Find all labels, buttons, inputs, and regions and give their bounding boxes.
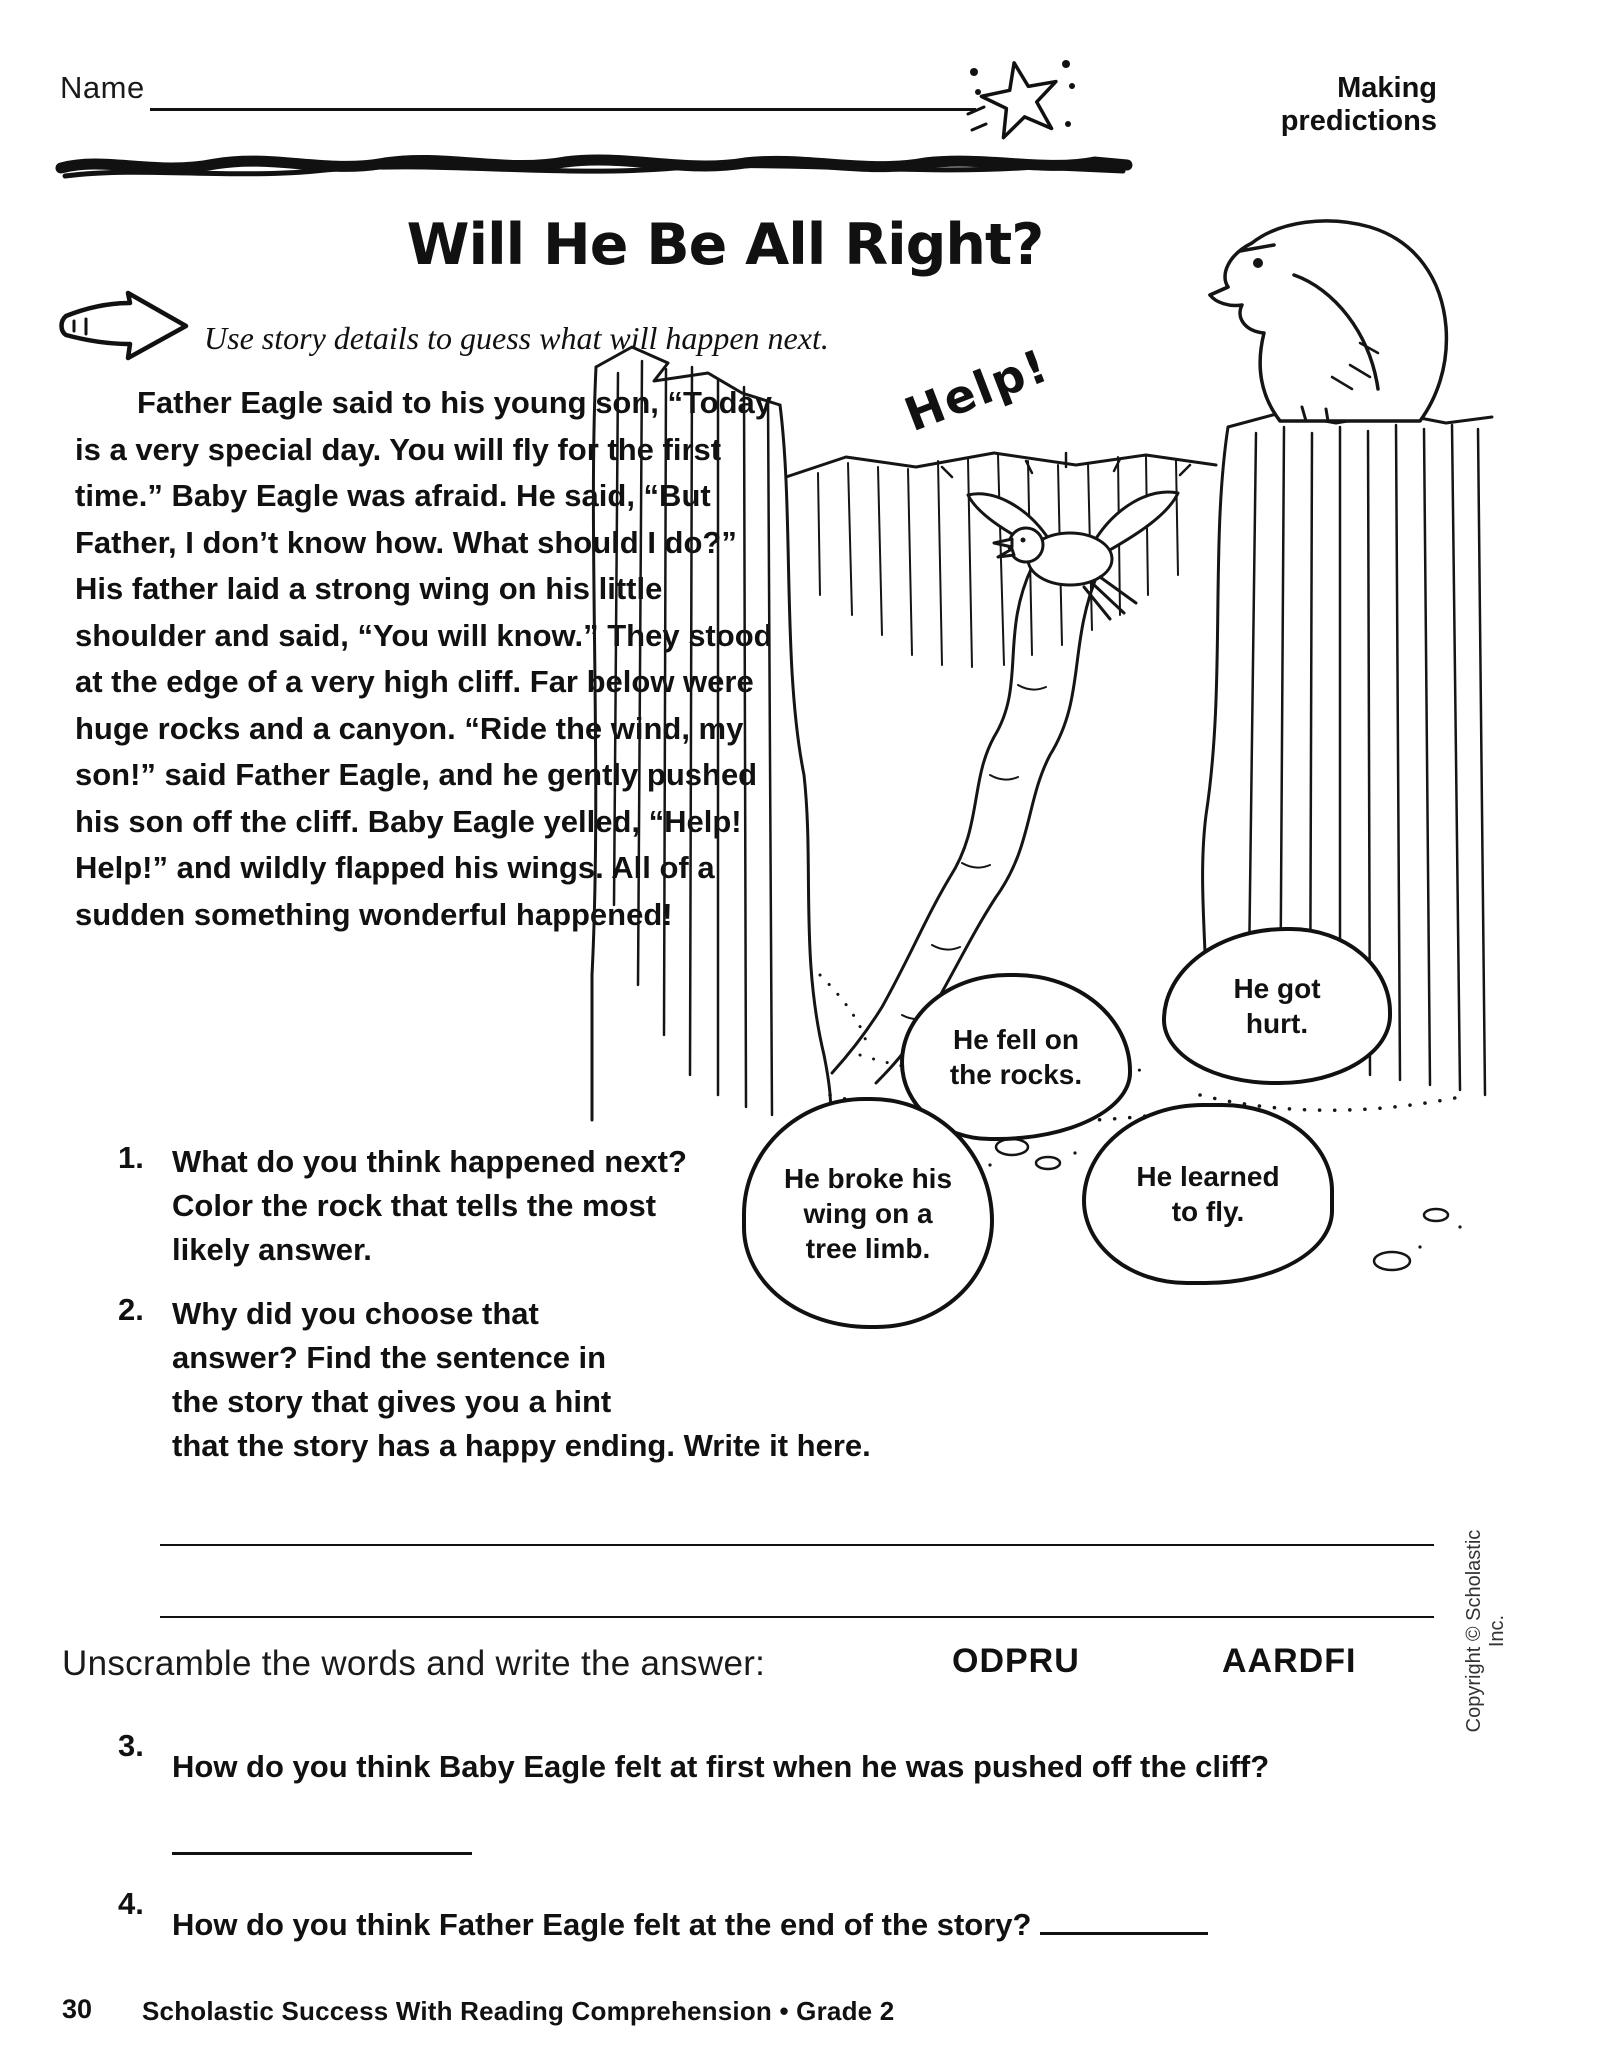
rock-label: He learned to fly.	[1136, 1161, 1280, 1227]
unscramble-instruction: Unscramble the words and write the answer:	[62, 1644, 766, 1683]
question-4	[172, 1886, 1462, 1964]
rock-label: He broke his wing on a tree limb.	[783, 1162, 953, 1264]
question-4-number: 4.	[118, 1886, 144, 1921]
name-label: Name	[60, 70, 145, 105]
copyright-vertical-text: Copyright © Scholastic Inc.	[1463, 1529, 1508, 1733]
question-2-text: Why did you choose that answer? Find the sentence in the story that gives you a hint that the story has a happy ending. Write it here.	[172, 1296, 871, 1463]
question-4-answer-blank[interactable]	[1040, 1898, 1208, 1935]
shooting-star-icon	[962, 50, 1086, 152]
question-3-number: 3.	[118, 1728, 144, 1763]
answer-write-line-1[interactable]	[160, 1544, 1434, 1546]
canyon-illustration	[580, 215, 1495, 1375]
name-input-line[interactable]	[150, 64, 976, 111]
footer-series-text: Scholastic Success With Reading Comprehension • Grade 2	[142, 1996, 895, 2026]
father-eagle-drawing	[1210, 221, 1446, 421]
page-subtitle: Use story details to guess what will happen next.	[204, 320, 829, 356]
question-3	[172, 1728, 1292, 1884]
question-3-text: How do you think Baby Eagle felt at first when he was pushed off the cliff?	[172, 1749, 1270, 1784]
rock-answer-he-learned-to-fly[interactable]	[1082, 1103, 1334, 1285]
scrambled-word-odpru: ODPRU	[952, 1642, 1080, 1680]
question-1-text: What do you think happened next? Color the rock that tells the most likely answer.	[172, 1144, 687, 1267]
help-speech-text: Help!	[897, 338, 1057, 442]
story-text: Father Eagle said to his young son, “Today is a very special day. You will fly for the first time.” Baby Eagle was afraid. He said, “But Father, I don’t know how. What should I do?” His father laid a strong wing on his little shoulder and said, “You will know.” They stood at the edge of a very high cliff. Far below were huge rocks and a canyon. “Ride the wind, my son!” said Father Eagle, and he gently pushed his son off the cliff. Baby Eagle yelled, “Help! Help!” and wildly flapped his wings. All of a sudden something wonderful happened!	[75, 385, 773, 932]
page-title: Will He Be All Right?	[406, 212, 1044, 278]
topic-label: Making predictions	[1280, 72, 1437, 137]
rock-label: He fell on the rocks.	[949, 1024, 1083, 1090]
question-4-text: How do you think Father Eagle felt at the end of the story?	[172, 1907, 1032, 1942]
rock-answer-he-broke-his-wing[interactable]	[742, 1097, 994, 1329]
page-number: 30	[62, 1994, 93, 2024]
question-2-number: 2.	[118, 1292, 144, 1327]
scrambled-word-aardfi: AARDFI	[1222, 1642, 1357, 1680]
arrow-right-icon	[56, 290, 196, 368]
question-1-number: 1.	[118, 1140, 144, 1175]
baby-eagle-drawing	[942, 453, 1190, 619]
answer-write-line-2[interactable]	[160, 1616, 1434, 1618]
rock-label: He got hurt.	[1233, 973, 1321, 1039]
wavy-divider	[55, 150, 1135, 186]
question-3-answer-blank[interactable]	[172, 1818, 472, 1855]
